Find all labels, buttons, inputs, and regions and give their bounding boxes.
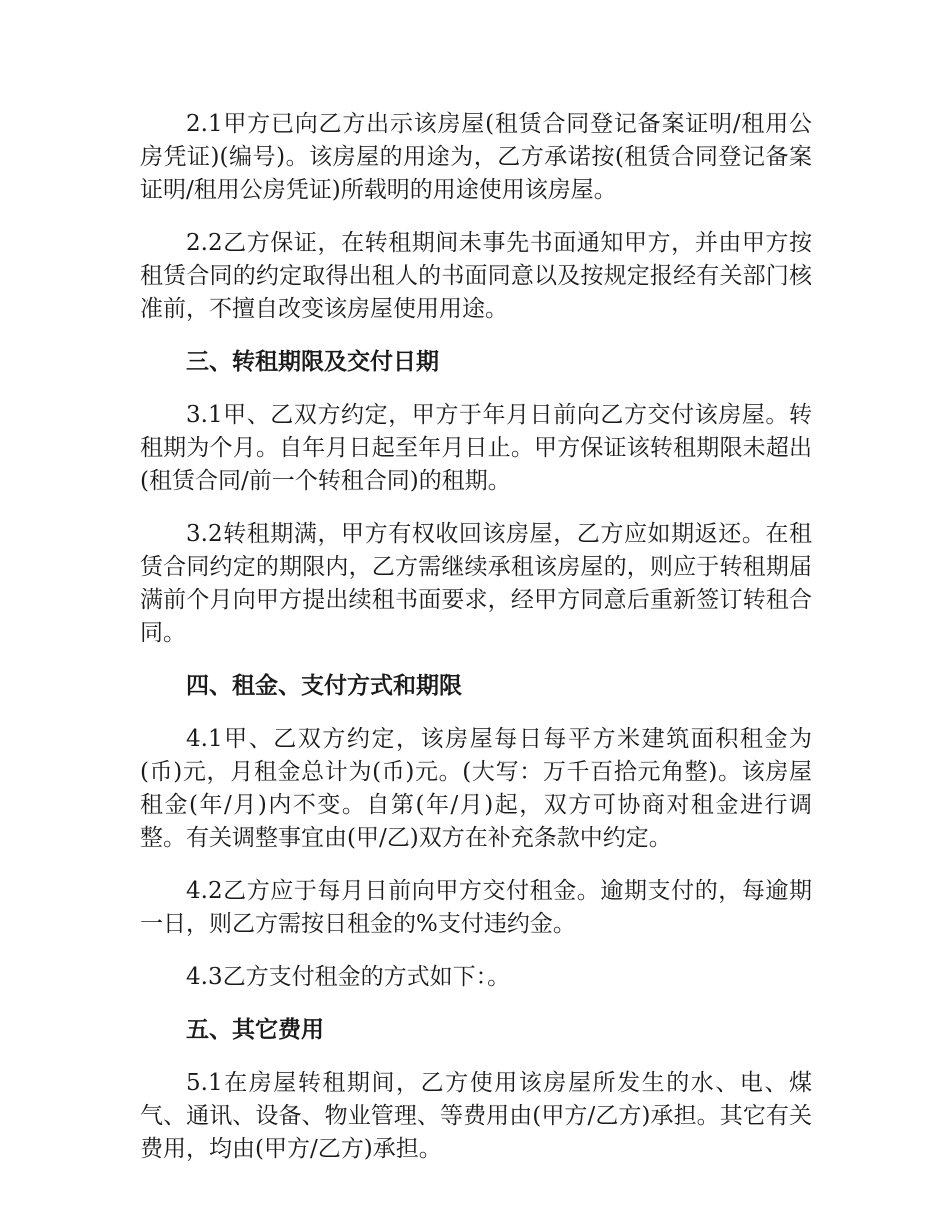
section-heading-3: 三、转租期限及交付日期 bbox=[186, 349, 439, 375]
clause-3-1: 3.1甲、乙双方约定，甲方于年月日前向乙方交付该房屋。转租期为个月。自年月日起至年月日止。甲方保证该转租期限未超出(租赁合同/前一个转租合同)的租期。 bbox=[140, 402, 812, 494]
section-heading-4: 四、租金、支付方式和期限 bbox=[186, 673, 462, 699]
clause-4-2: 4.2乙方应于每月日前向甲方交付租金。逾期支付的，每逾期一日，则乙方需按日租金的%支付违约金。 bbox=[140, 878, 812, 937]
clause-4-1: 4.1甲、乙双方约定，该房屋每日每平方米建筑面积租金为(币)元，月租金总计为(币)元。(大写：万千百拾元角整)。该房屋租金(年/月)内不变。自第(年/月)起，双方可协商对租金进行调整。有关调整事宜由(甲/乙)双方在补充条款中约定。 bbox=[140, 726, 812, 851]
clause-4-3: 4.3乙方支付租金的方式如下：。 bbox=[186, 964, 511, 990]
clause-2-2: 2.2乙方保证，在转租期间未事先书面通知甲方，并由甲方按租赁合同的约定取得出租人的书面同意以及按规定报经有关部门核准前，不擅自改变该房屋使用用途。 bbox=[140, 230, 812, 322]
clause-2-1: 2.1甲方已向乙方出示该房屋(租赁合同登记备案证明/租用公房凭证)(编号)。该房屋的用途为，乙方承诺按(租赁合同登记备案证明/租用公房凭证)所载明的用途使用该房屋。 bbox=[140, 111, 812, 203]
section-heading-5: 五、其它费用 bbox=[186, 1017, 324, 1043]
clause-5-1: 5.1在房屋转租期间，乙方使用该房屋所发生的水、电、煤气、通讯、设备、物业管理、等费用由(甲方/乙方)承担。其它有关费用，均由(甲方/乙方)承担。 bbox=[140, 1070, 812, 1162]
document-page bbox=[140, 108, 812, 1186]
clause-3-2: 3.2转租期满，甲方有权收回该房屋，乙方应如期返还。在租赁合同约定的期限内，乙方需继续承租该房屋的，则应于转租期届满前个月向甲方提出续租书面要求，经甲方同意后重新签订转租合同。 bbox=[140, 521, 812, 646]
